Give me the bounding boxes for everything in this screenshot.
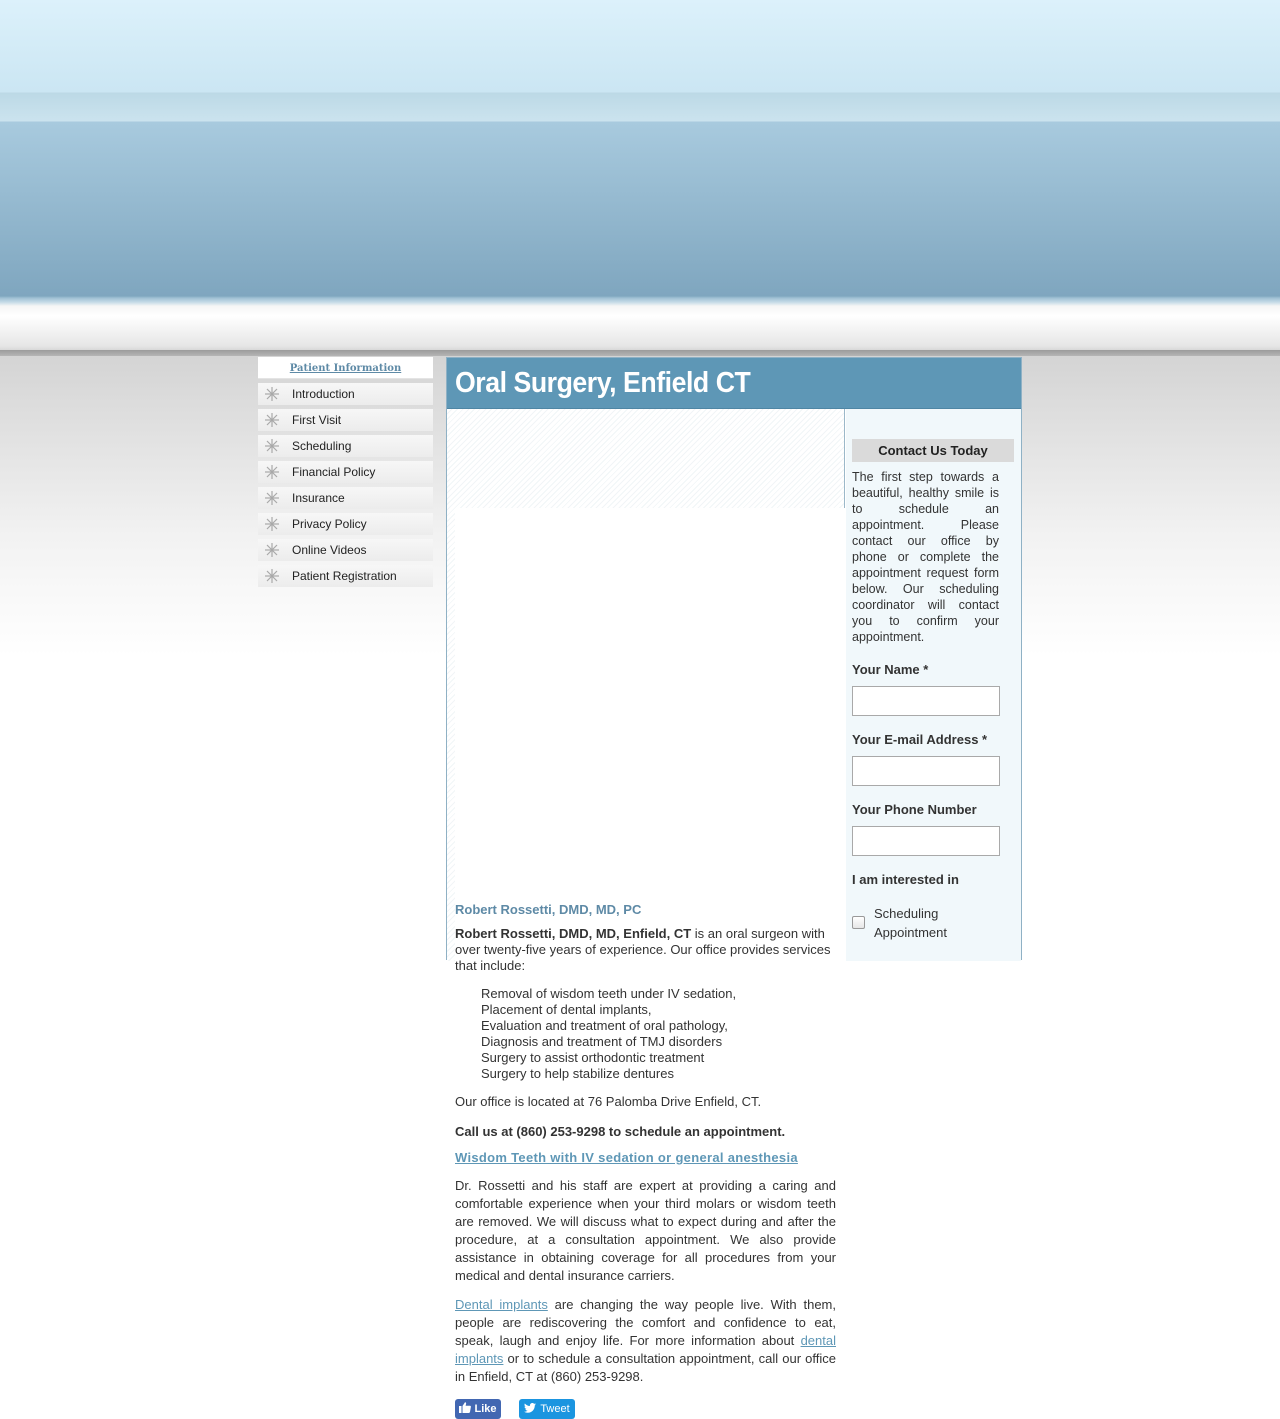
intro-text: is an oral surgeon with over twenty-five years of experience. Our office provides services that include: bbox=[455, 926, 831, 973]
social-buttons bbox=[455, 1399, 836, 1419]
sidebar-item-financial-policy[interactable] bbox=[258, 461, 433, 483]
asterisk-icon bbox=[260, 565, 284, 587]
asterisk-icon bbox=[260, 409, 284, 431]
call-text: Call us at (860) 253-9298 to schedule an appointment. bbox=[455, 1124, 786, 1139]
sidebar-item-scheduling[interactable] bbox=[258, 435, 433, 457]
tweet-button[interactable] bbox=[519, 1399, 575, 1419]
location-text: Our office is located at 76 Palomba Drive Enfield, CT. bbox=[455, 1094, 762, 1109]
intro-bold: Robert Rossetti, DMD, MD, Enfield, CT bbox=[455, 926, 692, 941]
page-title: Oral Surgery, Enfield CT bbox=[455, 367, 751, 399]
implants-text-1: are changing the way people live. With them, people are rediscovering the comfort and confidence to eat, speak, laugh and enjoy life. For more information about bbox=[455, 1297, 836, 1348]
main-panel bbox=[446, 357, 1022, 1415]
services-list bbox=[481, 986, 836, 1082]
contact-panel bbox=[846, 409, 1021, 961]
asterisk-icon bbox=[260, 383, 284, 405]
implants-paragraph bbox=[455, 1296, 836, 1386]
main-content bbox=[447, 409, 845, 1415]
sidebar-item-label: Online Videos bbox=[292, 543, 367, 557]
name-field[interactable] bbox=[852, 686, 1000, 716]
list-item: Surgery to help stabilize dentures bbox=[481, 1066, 674, 1081]
implants-text-2: or to schedule a consultation appointment, call our office in Enfield, CT at (860) 253-9298. bbox=[455, 1351, 836, 1384]
sidebar-item-privacy-policy[interactable] bbox=[258, 513, 433, 535]
asterisk-icon bbox=[260, 513, 284, 535]
wisdom-teeth-paragraph: Dr. Rossetti and his staff are expert at providing a caring and comfortable experience when your third molars or wisdom teeth are removed. We will discuss what to expect during and after the procedure, at a consultation appointment. We also provide assistance in obtaining coverage for all procedures from your medical and dental insurance carriers. bbox=[455, 1178, 836, 1283]
asterisk-icon bbox=[260, 539, 284, 561]
interest-label: I am interested in bbox=[852, 872, 959, 887]
email-label: Your E-mail Address * bbox=[852, 732, 988, 747]
list-item: Evaluation and treatment of oral pathology, bbox=[481, 1018, 728, 1033]
sidebar-item-label: Patient Registration bbox=[292, 569, 397, 583]
tweet-label: Tweet bbox=[540, 1403, 570, 1415]
intro-paragraph bbox=[455, 926, 836, 974]
phone-field[interactable] bbox=[852, 826, 1000, 856]
contact-intro-text: The first step towards a beautiful, healthy smile is to schedule an appointment. Please contact our office by phone or complete the appointment request form below. Our scheduling coordinator will contact you to confirm your appointment. bbox=[852, 470, 999, 644]
facebook-like-button[interactable] bbox=[455, 1399, 501, 1419]
name-label: Your Name * bbox=[852, 662, 929, 677]
asterisk-icon bbox=[260, 487, 284, 509]
sidebar-nav bbox=[258, 357, 433, 587]
thumbs-up-icon bbox=[459, 1402, 471, 1416]
doctor-name-heading: Robert Rossetti, DMD, MD, PC bbox=[455, 902, 642, 917]
sidebar-item-label: Insurance bbox=[292, 491, 345, 505]
phone-label: Your Phone Number bbox=[852, 802, 977, 817]
header-banner bbox=[0, 0, 1280, 352]
contact-title: Contact Us Today bbox=[852, 439, 1014, 462]
dental-implants-link[interactable]: Dental implants bbox=[455, 1297, 548, 1312]
sidebar-item-label: Scheduling bbox=[292, 439, 352, 453]
list-item: Placement of dental implants, bbox=[481, 1002, 652, 1017]
wisdom-teeth-link[interactable]: Wisdom Teeth with IV sedation or general anesthesia bbox=[455, 1150, 798, 1165]
sidebar-title[interactable]: Patient Information bbox=[258, 357, 433, 379]
asterisk-icon bbox=[260, 435, 284, 457]
asterisk-icon bbox=[260, 461, 284, 483]
checkbox-label: Scheduling Appointment bbox=[874, 906, 947, 940]
list-item: Diagnosis and treatment of TMJ disorders bbox=[481, 1034, 723, 1049]
sidebar-item-label: First Visit bbox=[292, 413, 342, 427]
list-item: Removal of wisdom teeth under IV sedation, bbox=[481, 986, 737, 1001]
sidebar-item-label: Privacy Policy bbox=[292, 517, 367, 531]
sidebar-item-introduction[interactable] bbox=[258, 383, 433, 405]
scheduling-appointment-option[interactable] bbox=[852, 904, 1015, 942]
twitter-bird-icon bbox=[524, 1403, 536, 1416]
scheduling-appointment-checkbox[interactable] bbox=[852, 916, 865, 929]
like-label: Like bbox=[474, 1403, 497, 1415]
page-header bbox=[447, 358, 1021, 409]
list-item: Surgery to assist orthodontic treatment bbox=[481, 1050, 705, 1065]
sidebar-item-patient-registration[interactable] bbox=[258, 565, 433, 587]
sidebar-item-label: Financial Policy bbox=[292, 465, 376, 479]
sidebar-item-first-visit[interactable] bbox=[258, 409, 433, 431]
sidebar-item-online-videos[interactable] bbox=[258, 539, 433, 561]
email-field[interactable] bbox=[852, 756, 1000, 786]
sidebar-item-label: Introduction bbox=[292, 387, 355, 401]
sidebar-item-insurance[interactable] bbox=[258, 487, 433, 509]
dental-implants-link-2[interactable]: dental implants bbox=[455, 1333, 836, 1366]
